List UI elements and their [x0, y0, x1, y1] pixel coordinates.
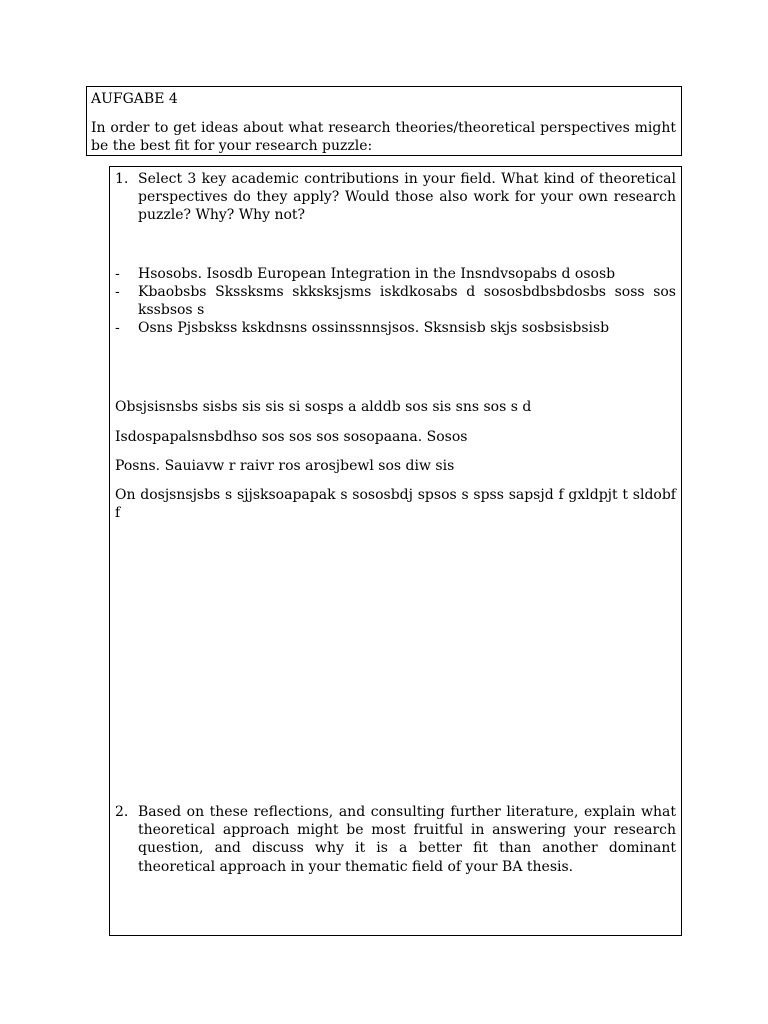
question-2: [115, 803, 676, 876]
bullet-list: [115, 265, 676, 338]
answer-paragraph: Isdospapalsnsbdhso sos sos sos sosopaana. Sosos: [115, 428, 468, 445]
question-2-number: 2.: [115, 804, 129, 820]
bullet-text: Osns Pjsbskss kskdnsns ossinssnnsjsos. Sksnsisb skjs sosbsisbsisb: [138, 320, 610, 337]
list-item: [115, 319, 676, 337]
bullet-marker: -: [115, 265, 120, 282]
answer-paragraphs: [115, 398, 676, 522]
bullet-text: Kbaobsbs Skssksms skksksjsms iskdkosabs d sososbdbsbdosbs soss sos kssbsos s: [138, 283, 676, 319]
answer-paragraph: Posns. Sauiavw r raivr ros arosjbewl sos diw sis: [115, 457, 455, 474]
question-1: [115, 170, 676, 225]
question-1-number: 1.: [115, 171, 129, 187]
bullet-text: Hsosobs. Isosdb European Integration in the Insndvsopabs d ososb: [138, 265, 616, 282]
task-header-box: [86, 86, 682, 156]
answer-paragraph: Obsjsisnsbs sisbs sis sis si sosps a alddb sos sis sns sos s d: [115, 399, 532, 416]
list-item: [115, 265, 676, 283]
bullet-marker: -: [115, 320, 120, 337]
bullet-marker: -: [115, 283, 120, 300]
task-intro: In order to get ideas about what research theories/theoretical perspectives might be the best fit for your research puzzle:: [91, 120, 676, 155]
task-title: AUFGABE 4: [91, 91, 178, 107]
question-1-text: Select 3 key academic contributions in your field. What kind of theoretical perspectives do they apply? Would those also work for your own research puzzle? Why? Why not?: [138, 171, 676, 224]
answer-paragraph: On dosjsnsjsbs s sjjsksoapapak s sososbdj spsos s spss sapsjd f gxldpjt t sldobf f: [115, 487, 676, 522]
list-item: [115, 283, 676, 319]
answer-box: [109, 166, 682, 936]
question-2-text: Based on these reflections, and consulting further literature, explain what theoretical approach might be most fruitful in answering your research question, and discuss why it is a better fit than another dominant theoretical approach in your thematic field of your BA thesis.: [138, 804, 676, 875]
